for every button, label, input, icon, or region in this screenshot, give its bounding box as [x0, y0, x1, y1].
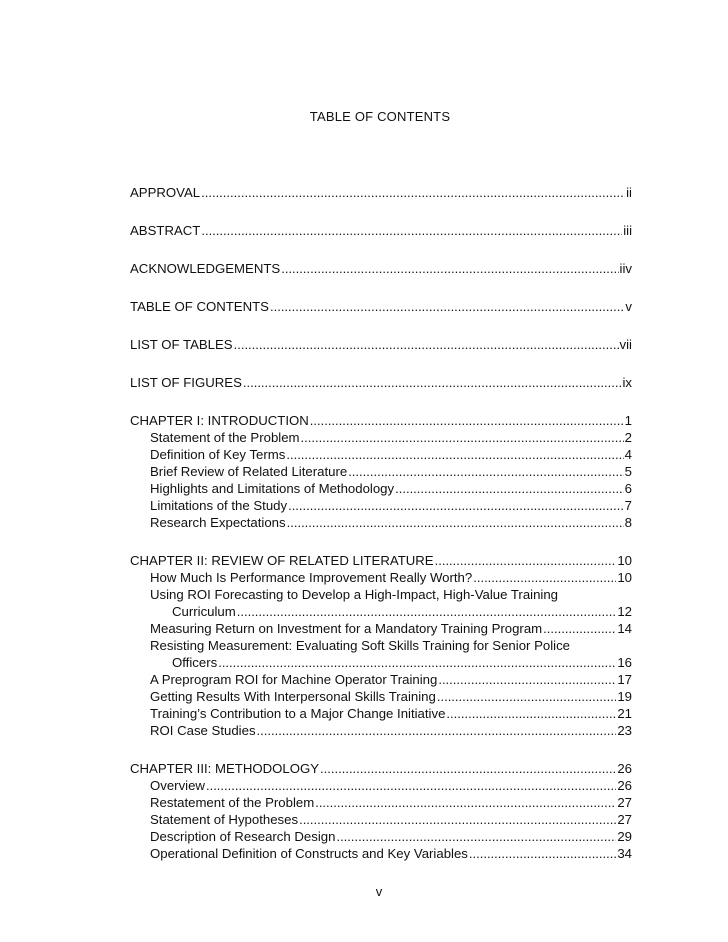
- toc-section: [130, 811, 632, 828]
- toc-entry-label: Restatement of the Problem: [150, 795, 315, 810]
- toc-entry-page: ii: [626, 185, 632, 200]
- dot-leader: [438, 671, 616, 688]
- toc-entry-page: 6: [624, 481, 632, 496]
- toc-entry-label: Measuring Return on Investment for a Mandatory Training Program: [150, 621, 543, 636]
- toc-entry-page: 23: [617, 723, 632, 738]
- toc-section: [130, 722, 632, 739]
- toc-section: [130, 429, 632, 446]
- chapter-heading: [130, 760, 632, 777]
- toc-section-first-line: Using ROI Forecasting to Develop a High-Impact, High-Value Training: [150, 587, 559, 602]
- toc-entry-page: 21: [617, 706, 632, 721]
- toc-section: [130, 828, 632, 845]
- dot-leader: [201, 184, 625, 201]
- toc-entry-label: How Much Is Performance Improvement Really Worth?: [150, 570, 473, 585]
- dot-leader: [218, 654, 616, 671]
- dot-leader: [257, 722, 617, 739]
- dot-leader: [543, 620, 616, 637]
- toc-entry-acknowledgements: [130, 260, 632, 277]
- toc-entry-label: LIST OF FIGURES: [130, 375, 242, 390]
- toc-entry-label: Research Expectations: [150, 515, 286, 530]
- toc-entry-page: 1: [624, 413, 632, 428]
- toc-entry-page: 8: [624, 515, 632, 530]
- dot-leader: [435, 552, 617, 569]
- toc-entry-label: Operational Definition of Constructs and Key Variables: [150, 846, 468, 861]
- toc-entry-label: Curriculum: [172, 604, 236, 619]
- toc-entry-page: v: [625, 299, 632, 314]
- toc-entry-label: TABLE OF CONTENTS: [130, 299, 269, 314]
- toc-entry-page: 16: [617, 655, 632, 670]
- dot-leader: [395, 480, 624, 497]
- dot-leader: [315, 794, 616, 811]
- toc-entry-page: iii: [623, 223, 632, 238]
- toc-entry-page: 10: [617, 553, 632, 568]
- toc-entry-page: 2: [624, 430, 632, 445]
- toc-section: [130, 777, 632, 794]
- toc-section: [130, 463, 632, 480]
- table-of-contents: [130, 184, 632, 883]
- toc-section: [130, 497, 632, 514]
- dot-leader: [234, 336, 619, 353]
- toc-section: [130, 620, 632, 637]
- dot-leader: [348, 463, 623, 480]
- dot-leader: [288, 497, 624, 514]
- toc-entry-label: Description of Research Design: [150, 829, 336, 844]
- dot-leader: [201, 222, 622, 239]
- chapter-group-3: [130, 760, 632, 862]
- toc-entry-table-of-contents: [130, 298, 632, 315]
- toc-entry-page: vii: [619, 337, 632, 352]
- toc-entry-label: Overview: [150, 778, 205, 793]
- toc-entry-label: Statement of the Problem: [150, 430, 300, 445]
- toc-section: [130, 654, 632, 671]
- toc-entry-label: Officers: [172, 655, 218, 670]
- dot-leader: [299, 811, 616, 828]
- toc-entry-label: ABSTRACT: [130, 223, 201, 238]
- toc-section: [130, 688, 632, 705]
- toc-entry-label: APPROVAL: [130, 185, 201, 200]
- toc-entry-page: 34: [617, 846, 632, 861]
- toc-entry-label: CHAPTER I: INTRODUCTION: [130, 413, 309, 428]
- toc-entry-page: 10: [617, 570, 632, 585]
- toc-entry-list-of-tables: [130, 336, 632, 353]
- toc-entry-label: LIST OF TABLES: [130, 337, 233, 352]
- chapter-group-2: [130, 552, 632, 739]
- dot-leader: [287, 514, 624, 531]
- dot-leader: [310, 412, 624, 429]
- dot-leader: [446, 705, 616, 722]
- dot-leader: [270, 298, 624, 315]
- toc-entry-page: 29: [617, 829, 632, 844]
- toc-section: [130, 705, 632, 722]
- chapter-heading: [130, 412, 632, 429]
- toc-entry-label: Getting Results With Interpersonal Skills Training: [150, 689, 436, 704]
- dot-leader: [286, 446, 623, 463]
- toc-entry-label: Brief Review of Related Literature: [150, 464, 348, 479]
- chapter-heading: [130, 552, 632, 569]
- chapter-group-1: [130, 412, 632, 531]
- toc-section: [130, 514, 632, 531]
- toc-entry-approval: [130, 184, 632, 201]
- toc-entry-label: CHAPTER III: METHODOLOGY: [130, 761, 320, 776]
- toc-section: [130, 671, 632, 688]
- toc-entry-page: 26: [617, 761, 632, 776]
- toc-section: [130, 480, 632, 497]
- dot-leader: [301, 429, 624, 446]
- dot-leader: [237, 603, 617, 620]
- dot-leader: [336, 828, 616, 845]
- toc-section: [130, 603, 632, 620]
- toc-entry-page: 19: [617, 689, 632, 704]
- dot-leader: [320, 760, 616, 777]
- toc-entry-label: CHAPTER II: REVIEW OF RELATED LITERATURE: [130, 553, 434, 568]
- toc-section: [130, 794, 632, 811]
- dot-leader: [473, 569, 616, 586]
- toc-entry-label: Training’s Contribution to a Major Change Initiative: [150, 706, 446, 721]
- toc-section-first-line: Resisting Measurement: Evaluating Soft Skills Training for Senior Police: [150, 638, 570, 653]
- toc-entry-page: 5: [624, 464, 632, 479]
- toc-entry-page: 17: [617, 672, 632, 687]
- toc-entry-page: 26: [617, 778, 632, 793]
- toc-entry-page: 12: [617, 604, 632, 619]
- toc-entry-label: Statement of Hypotheses: [150, 812, 299, 827]
- toc-entry-page: 27: [617, 795, 632, 810]
- page-number: v: [375, 884, 383, 899]
- toc-section: [130, 569, 632, 586]
- toc-entry-page: 4: [624, 447, 632, 462]
- toc-entry-page: 14: [617, 621, 632, 636]
- toc-entry-label: Highlights and Limitations of Methodology: [150, 481, 395, 496]
- toc-entry-page: iiv: [619, 261, 632, 276]
- toc-entry-page: 27: [617, 812, 632, 827]
- toc-entry-label: Definition of Key Terms: [150, 447, 286, 462]
- toc-entry-label: A Preprogram ROI for Machine Operator Training: [150, 672, 438, 687]
- toc-entry-label: ROI Case Studies: [150, 723, 256, 738]
- toc-entry-list-of-figures: [130, 374, 632, 391]
- dot-leader: [469, 845, 616, 862]
- toc-section: [130, 446, 632, 463]
- toc-entry-label: ACKNOWLEDGEMENTS: [130, 261, 281, 276]
- dot-leader: [281, 260, 618, 277]
- toc-entry-page: 7: [624, 498, 632, 513]
- toc-entry-label: Limitations of the Study: [150, 498, 288, 513]
- toc-section: [130, 845, 632, 862]
- dot-leader: [437, 688, 616, 705]
- toc-entry-abstract: [130, 222, 632, 239]
- dot-leader: [206, 777, 616, 794]
- dot-leader: [243, 374, 622, 391]
- page-title: TABLE OF CONTENTS: [309, 109, 451, 124]
- toc-entry-page: ix: [622, 375, 632, 390]
